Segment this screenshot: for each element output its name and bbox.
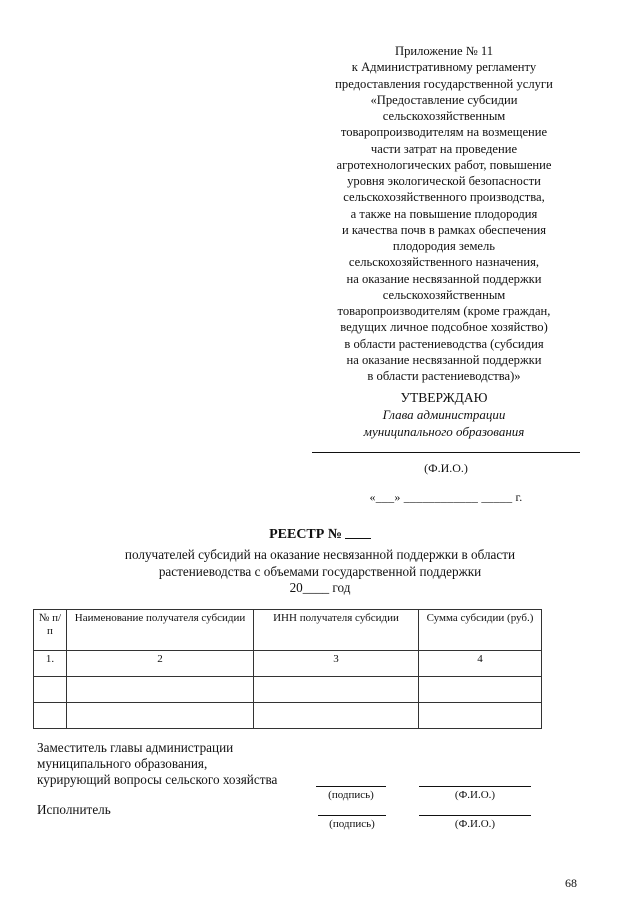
register-subtitle-line1: получателей субсидий на оказание несвязанной поддержки в области	[124, 547, 516, 562]
appendix-line: и качества почв в рамках обеспечения	[341, 222, 547, 237]
register-subtitle-line3: 20____ год	[289, 580, 351, 595]
table-cell	[254, 703, 419, 729]
approval-date: «___» ____________ _____ г.	[369, 490, 523, 504]
table-cell: 2	[67, 651, 254, 677]
executor-fio-line	[419, 815, 531, 816]
appendix-line: предоставления государственной услуги	[335, 76, 553, 91]
table-cell: 4	[419, 651, 542, 677]
appendix-line: в области растениеводства (субсидия	[344, 336, 544, 351]
table-cell	[34, 703, 67, 729]
register-table	[33, 609, 542, 729]
appendix-line: на оказание несвязанной поддержки	[346, 271, 542, 286]
header-cell-recipient-name: Наименование получателя субсидии	[67, 610, 254, 651]
appendix-line: плодородия земель	[392, 239, 496, 253]
header-cell-number: № п/п	[34, 610, 67, 651]
deputy-title-line1: Заместитель главы администрации	[37, 740, 234, 755]
table-cell: 3	[254, 651, 419, 677]
appendix-line: в области растениеводства)»	[367, 369, 521, 383]
table-cell	[34, 677, 67, 703]
deputy-title-line3: курирующий вопросы сельского хозяйства	[37, 772, 278, 787]
approval-fio-caption: (Ф.И.О.)	[424, 461, 468, 475]
register-title-text: РЕЕСТР №	[269, 527, 342, 542]
executor-fio-caption: (Ф.И.О.)	[454, 818, 496, 830]
table-row	[34, 703, 542, 729]
appendix-line: на оказание несвязанной поддержки	[346, 352, 542, 367]
appendix-line: ведущих личное подсобное хозяйство)	[340, 320, 548, 335]
deputy-fio-line	[419, 786, 531, 787]
appendix-line: сельскохозяйственным	[382, 287, 506, 302]
executor-label: Исполнитель	[37, 802, 111, 817]
approval-position-line1: Глава администрации	[382, 407, 506, 422]
table-cell	[67, 677, 254, 703]
header-cell-amount: Сумма субсидии (руб.)	[419, 610, 542, 651]
deputy-signature-caption: (подпись)	[328, 789, 374, 801]
appendix-line: товаропроизводителям на возмещение	[340, 125, 548, 140]
table-row	[34, 677, 542, 703]
table-cell	[254, 677, 419, 703]
executor-signature-caption: (подпись)	[329, 818, 375, 830]
deputy-title-line2: муниципального образования,	[37, 756, 208, 771]
table-cell	[419, 677, 542, 703]
appendix-line: товаропроизводителям (кроме граждан,	[337, 304, 551, 318]
deputy-fio-caption: (Ф.И.О.)	[454, 789, 496, 801]
appendix-line: сельскохозяйственного назначения,	[348, 255, 540, 270]
appendix-line: «Предоставление субсидии	[370, 92, 518, 107]
header-cell-inn: ИНН получателя субсидии	[254, 610, 419, 651]
executor-signature-line	[318, 815, 386, 816]
appendix-line: Приложение № 11	[394, 44, 494, 58]
table-header-row	[34, 610, 542, 651]
appendix-line: агротехнологических работ, повышение	[336, 157, 552, 172]
appendix-line: сельскохозяйственным	[382, 109, 506, 123]
table-cell	[67, 703, 254, 729]
register-subtitle	[0, 547, 640, 597]
appendix-block	[303, 43, 585, 384]
appendix-line: а также на повышение плодородия	[350, 206, 538, 221]
approval-signature-line	[312, 452, 580, 453]
table-numbering-row	[34, 651, 542, 677]
page-number: 68	[565, 876, 577, 890]
deputy-signature-line	[316, 786, 386, 787]
register-subtitle-line2: растениеводства с объемами государственной поддержки	[158, 563, 482, 579]
table-cell	[419, 703, 542, 729]
appendix-line: части затрат на проведение	[370, 141, 518, 156]
register-title	[0, 527, 640, 543]
appendix-line: сельскохозяйственного производства,	[343, 190, 545, 205]
approval-heading: УТВЕРЖДАЮ	[400, 390, 488, 405]
approval-block	[303, 389, 585, 440]
appendix-line: уровня экологической безопасности	[347, 174, 541, 188]
register-number-blank	[345, 538, 371, 539]
appendix-line: к Административному регламенту	[351, 60, 537, 75]
approval-position-line2: муниципального образования	[363, 424, 525, 439]
table-cell: 1.	[34, 651, 67, 677]
